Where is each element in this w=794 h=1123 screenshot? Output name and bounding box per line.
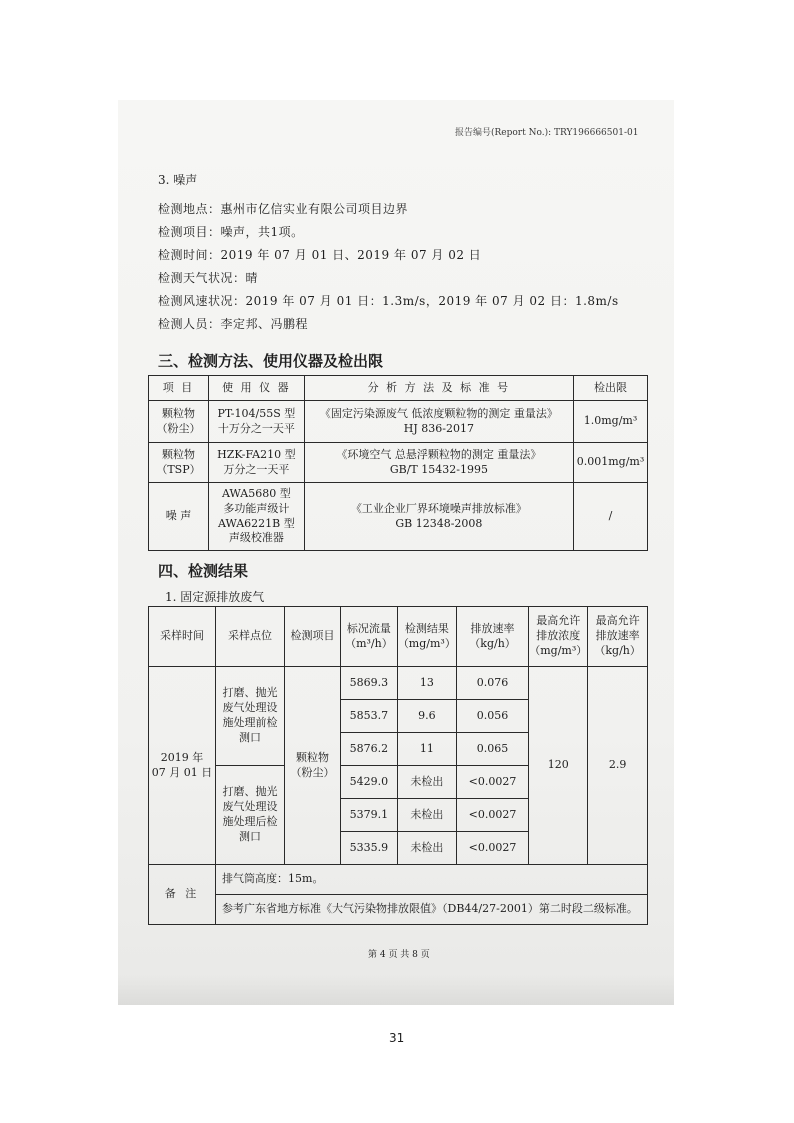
flow-value: 5869.3 xyxy=(341,667,398,700)
method-instrument: PT-104/55S 型 十万分之一天平 xyxy=(208,401,304,443)
rate-value: 0.056 xyxy=(456,700,528,733)
sample-point-before: 打磨、抛光 废气处理设 施处理前检 测口 xyxy=(216,667,285,766)
table-row xyxy=(149,483,648,551)
methods-table xyxy=(148,375,648,551)
methods-header-row xyxy=(149,376,648,401)
section3-title: 3. 噪声 xyxy=(158,173,198,187)
page-number: 31 xyxy=(389,1031,405,1045)
method-limit: / xyxy=(573,483,647,551)
header-instrument: 使 用 仪 器 xyxy=(208,376,304,401)
note-row xyxy=(149,895,648,925)
flow-value: 5335.9 xyxy=(341,832,398,865)
note-label: 备 注 xyxy=(149,865,216,925)
info-time: 检测时间：2019 年 07 月 01 日、2019 年 07 月 02 日 xyxy=(158,248,482,262)
method-limit: 1.0mg/m³ xyxy=(573,401,647,443)
scan-shadow xyxy=(118,975,674,1005)
result-value: 13 xyxy=(397,667,456,700)
header-max-rate: 最高允许 排放速率 （kg/h） xyxy=(588,607,648,667)
method-limit: 0.001mg/m³ xyxy=(573,443,647,483)
info-location: 检测地点：惠州市亿信实业有限公司项目边界 xyxy=(158,202,409,216)
flow-value: 5853.7 xyxy=(341,700,398,733)
sample-point-after: 打磨、抛光 废气处理设 施处理后检 测口 xyxy=(216,766,285,865)
method-item: 颗粒物 （粉尘） xyxy=(149,401,209,443)
header-method: 分 析 方 法 及 标 准 号 xyxy=(304,376,573,401)
result-value: 未检出 xyxy=(397,766,456,799)
max-rate-value: 2.9 xyxy=(588,667,648,865)
header-test-item: 检测项目 xyxy=(284,607,340,667)
header-rate: 排放速率 （kg/h） xyxy=(456,607,528,667)
methods-heading: 三、检测方法、使用仪器及检出限 xyxy=(158,352,384,370)
table-row xyxy=(149,401,648,443)
method-standard: 《固定污染源废气 低浓度颗粒物的测定 重量法》 HJ 836-2017 xyxy=(304,401,573,443)
rate-value: 0.065 xyxy=(456,733,528,766)
footer-page-indicator: 第 4 页 共 8 页 xyxy=(368,950,430,960)
results-header-row xyxy=(149,607,648,667)
table-row xyxy=(149,667,648,700)
rate-value: <0.0027 xyxy=(456,832,528,865)
result-value: 未检出 xyxy=(397,832,456,865)
note-height: 排气筒高度：15m。 xyxy=(216,865,648,895)
header-result: 检测结果 （mg/m³） xyxy=(397,607,456,667)
rate-value: <0.0027 xyxy=(456,766,528,799)
method-item: 噪 声 xyxy=(149,483,209,551)
method-item: 颗粒物 （TSP） xyxy=(149,443,209,483)
info-weather: 检测天气状况：晴 xyxy=(158,271,259,285)
note-row xyxy=(149,865,648,895)
report-number: 报告编号(Report No.): TRY196666501-01 xyxy=(455,128,639,138)
rate-value: <0.0027 xyxy=(456,799,528,832)
info-item: 检测项目：噪声，共1项。 xyxy=(158,225,304,239)
header-item: 项 目 xyxy=(149,376,209,401)
header-point: 采样点位 xyxy=(216,607,285,667)
results-subheading: 1. 固定源排放废气 xyxy=(165,590,265,604)
info-staff: 检测人员：李定邦、冯鹏程 xyxy=(158,317,309,331)
method-standard: 《环境空气 总悬浮颗粒物的测定 重量法》 GB/T 15432-1995 xyxy=(304,443,573,483)
method-standard: 《工业企业厂界环境噪声排放标准》 GB 12348-2008 xyxy=(304,483,573,551)
results-table xyxy=(148,606,648,925)
header-max-conc: 最高允许 排放浓度 （mg/m³） xyxy=(529,607,588,667)
method-instrument: AWA5680 型 多功能声级计 AWA6221B 型 声级校准器 xyxy=(208,483,304,551)
max-conc-value: 120 xyxy=(529,667,588,865)
flow-value: 5429.0 xyxy=(341,766,398,799)
note-standard: 参考广东省地方标准《大气污染物排放限值》（DB44/27-2001）第二时段二级标准。 xyxy=(216,895,648,925)
info-wind: 检测风速状况：2019 年 07 月 01 日：1.3m/s，2019 年 07 月 02 日：1.8m/s xyxy=(158,294,619,308)
method-instrument: HZK-FA210 型 万分之一天平 xyxy=(208,443,304,483)
flow-value: 5876.2 xyxy=(341,733,398,766)
result-value: 11 xyxy=(397,733,456,766)
table-row xyxy=(149,443,648,483)
header-flow: 标况流量 （m³/h） xyxy=(341,607,398,667)
rate-value: 0.076 xyxy=(456,667,528,700)
header-limit: 检出限 xyxy=(573,376,647,401)
flow-value: 5379.1 xyxy=(341,799,398,832)
sample-date: 2019 年 07 月 01 日 xyxy=(149,667,216,865)
result-value: 未检出 xyxy=(397,799,456,832)
header-time: 采样时间 xyxy=(149,607,216,667)
result-value: 9.6 xyxy=(397,700,456,733)
results-heading: 四、检测结果 xyxy=(158,562,249,580)
test-item: 颗粒物 （粉尘） xyxy=(284,667,340,865)
